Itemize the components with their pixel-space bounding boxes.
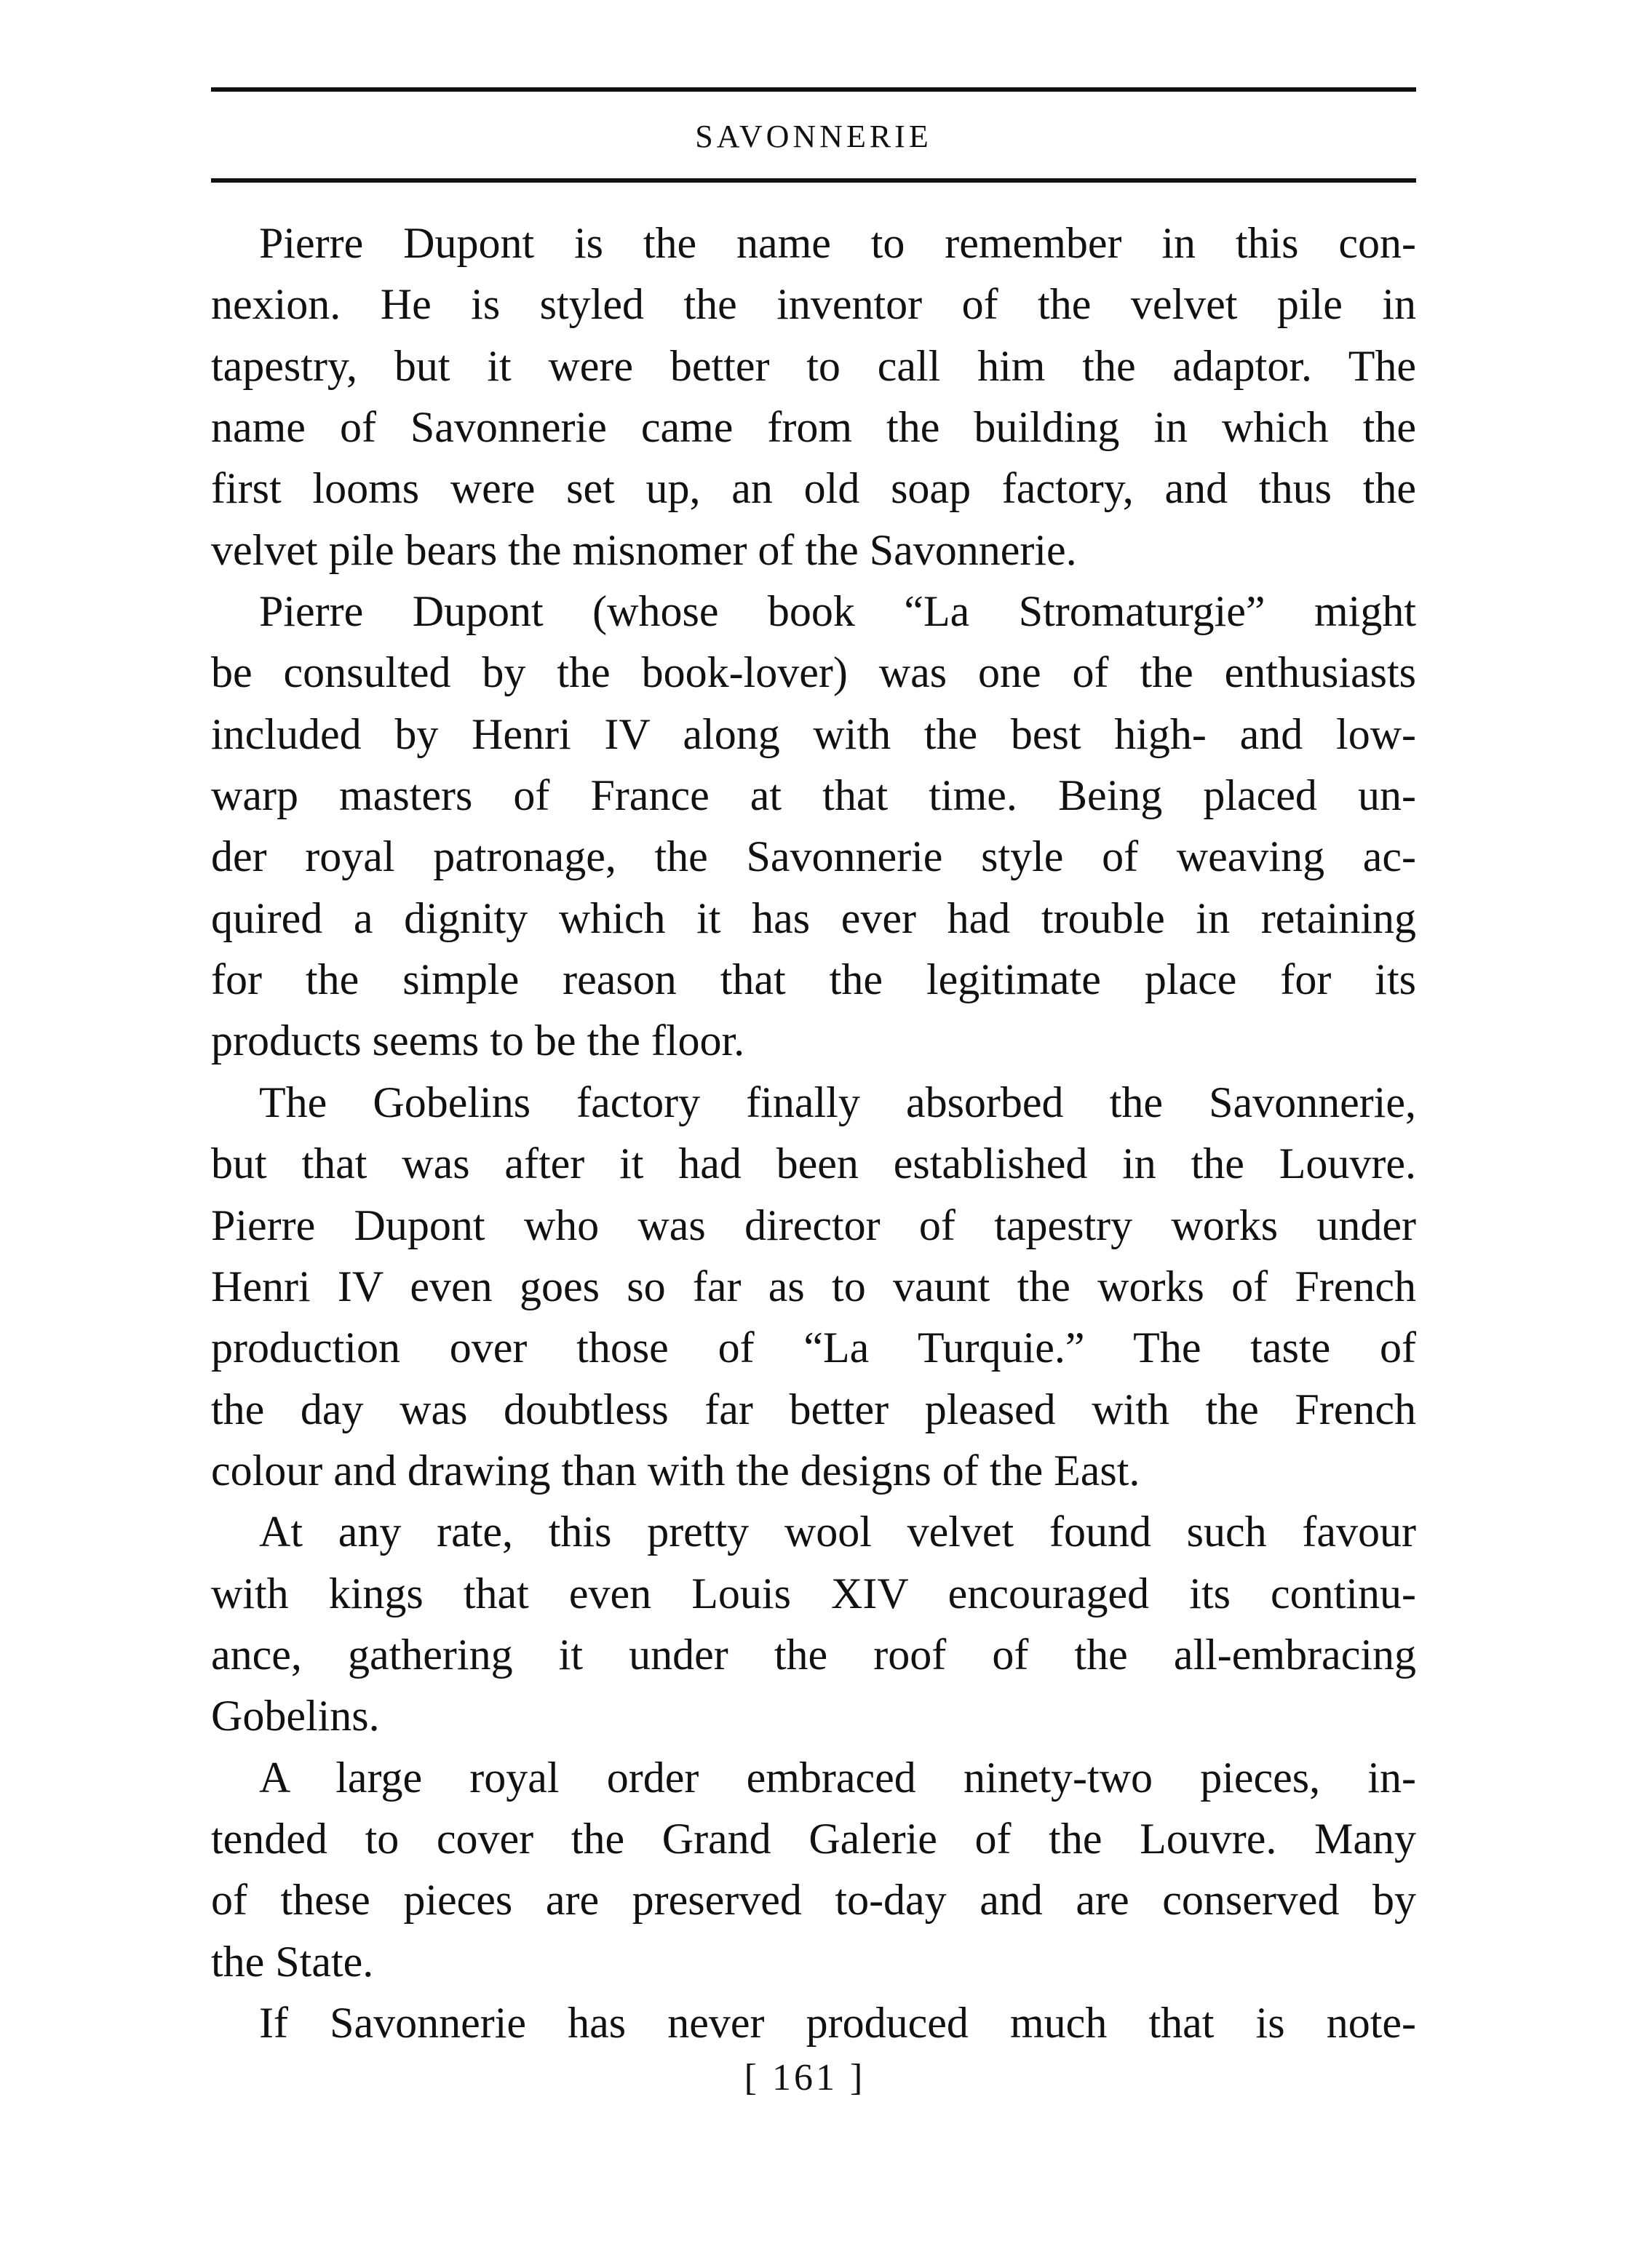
paragraph <box>211 1992 1416 2053</box>
paragraph <box>211 581 1416 1072</box>
running-head: SAVONNERIE <box>695 119 932 154</box>
text-line: If Savonnerie has never produced much that is note- <box>259 1998 1416 2047</box>
paragraph <box>211 212 1416 581</box>
text-line: velvet pile bears the misnomer of the Savonnerie. <box>211 525 1077 574</box>
text-line: At any rate, this pretty wool velvet found such favour <box>259 1508 1416 1556</box>
text-line: warp masters of France at that time. Being placed un- <box>211 771 1416 820</box>
text-line: Pierre Dupont (whose book “La Stromaturgie” might <box>259 587 1416 636</box>
text-line: be consulted by the book-lover) was one of the enthusiasts <box>211 648 1416 697</box>
text-line: A large royal order embraced ninety-two pieces, in- <box>259 1753 1416 1802</box>
text-line: included by Henri IV along with the best high- and low- <box>211 709 1416 758</box>
text-line: Pierre Dupont is the name to remember in this con- <box>259 219 1416 267</box>
text-line: The Gobelins factory finally absorbed the Savonnerie, <box>259 1078 1416 1126</box>
paragraph <box>211 1072 1416 1501</box>
text-line: Gobelins. <box>211 1692 380 1740</box>
text-line: tapestry, but it were better to call him the adaptor. The <box>211 341 1416 390</box>
header-rule-bottom <box>211 178 1416 183</box>
text-line: with kings that even Louis XIV encouraged its continu- <box>211 1569 1416 1618</box>
text-line: nexion. He is styled the inventor of the velvet pile in <box>211 280 1416 329</box>
text-line: quired a dignity which it has ever had trouble in retaining <box>211 894 1416 942</box>
paragraph <box>211 1747 1416 1992</box>
text-line: tended to cover the Grand Galerie of the Louvre. Many <box>211 1814 1416 1863</box>
text-line: name of Savonnerie came from the building in which the <box>211 403 1416 452</box>
page-number: [ 161 ] <box>744 2057 866 2098</box>
body-text <box>211 212 1416 2053</box>
header-rule-top <box>211 87 1416 92</box>
text-line: first looms were set up, an old soap factory, and thus the <box>211 464 1416 513</box>
text-line: the State. <box>211 1937 374 1986</box>
text-line: but that was after it had been established in the Louvre. <box>211 1139 1416 1188</box>
text-line: colour and drawing than with the designs of the East. <box>211 1446 1140 1495</box>
text-line: der royal patronage, the Savonnerie style of weaving ac- <box>211 832 1416 881</box>
text-line: of these pieces are preserved to-day and are conserved by <box>211 1876 1416 1925</box>
text-line: Pierre Dupont who was director of tapestry works under <box>211 1201 1416 1249</box>
text-line: ance, gathering it under the roof of the all-embracing <box>211 1630 1416 1679</box>
text-line: Henri IV even goes so far as to vaunt the works of French <box>211 1262 1416 1310</box>
text-line: for the simple reason that the legitimate place for its <box>211 955 1416 1004</box>
text-line: products seems to be the floor. <box>211 1016 745 1065</box>
text-line: production over those of “La Turquie.” The taste of <box>211 1324 1416 1372</box>
paragraph <box>211 1501 1416 1746</box>
text-line: the day was doubtless far better pleased with the French <box>211 1385 1416 1433</box>
